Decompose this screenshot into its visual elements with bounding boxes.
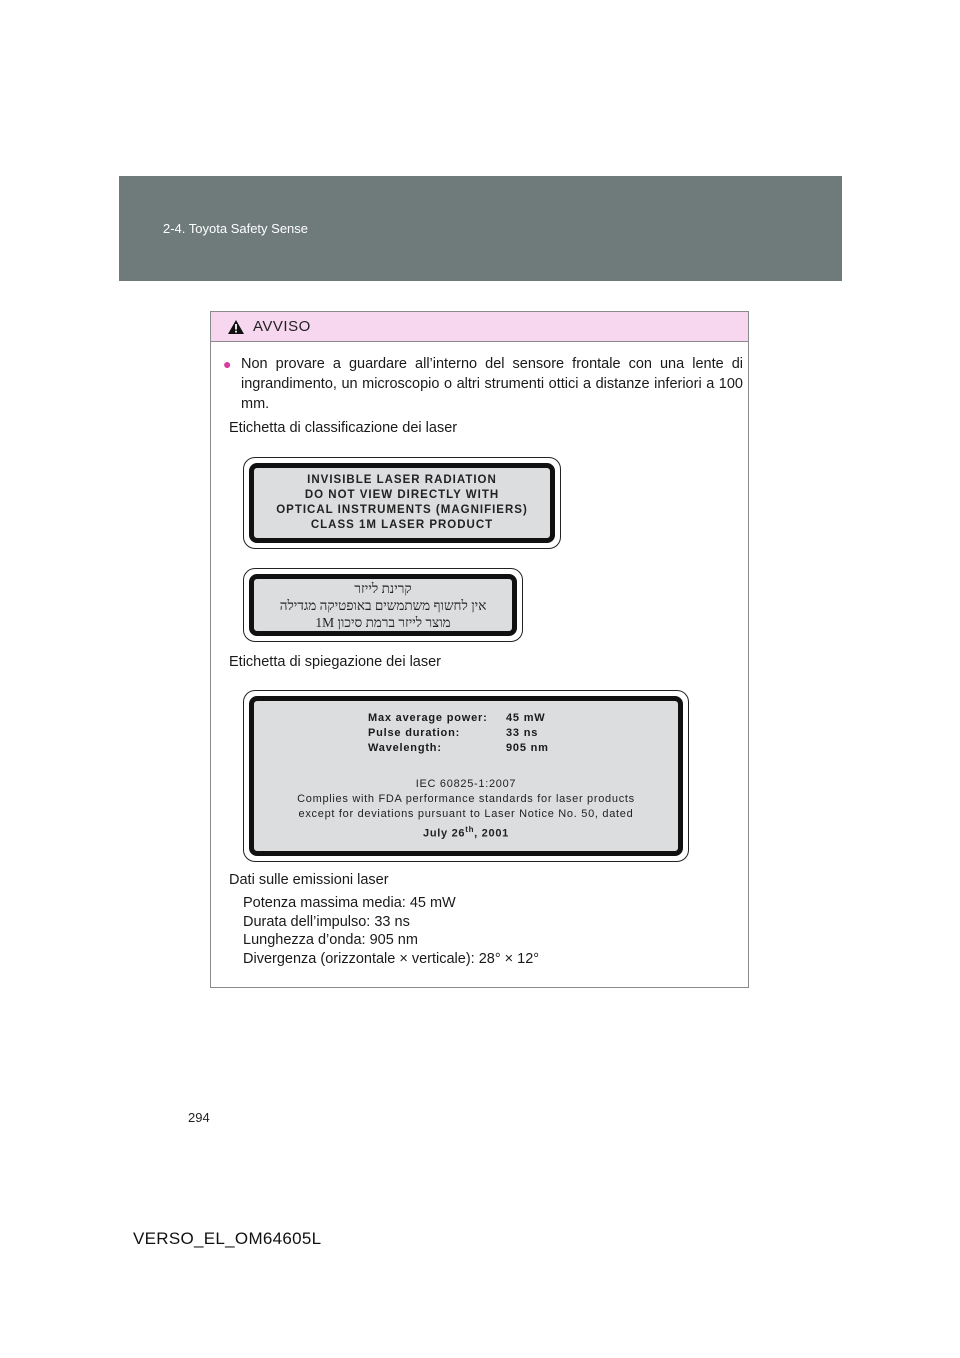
notice-date	[297, 822, 635, 842]
warning-header	[211, 312, 748, 342]
spec-name: Max average power:	[368, 712, 488, 724]
label-line: מוצר לייזר ברמת סיכון 1M	[315, 614, 451, 630]
explanation-heading: Etichetta di spiegazione dei laser	[229, 654, 441, 670]
emission-data-item: Lunghezza d’onda: 905 nm	[243, 932, 418, 948]
spec-value: 33 ns	[506, 727, 539, 739]
emission-data-item: Divergenza (orizzontale × verticale): 28° × 12°	[243, 950, 540, 967]
spec-value: 45 mW	[506, 712, 546, 724]
iec-standard: IEC 60825-1:2007	[415, 778, 517, 790]
emission-data-item: Durata dell’impulso: 33 ns	[243, 913, 410, 930]
compliance-line: except for deviations pursuant to Laser Notice No. 50, dated	[298, 808, 634, 820]
spec-table	[368, 711, 566, 756]
label-line: CLASS 1M LASER PRODUCT	[310, 519, 494, 531]
document-code: VERSO_EL_OM64605L	[133, 1229, 322, 1248]
spec-value: 905 nm	[506, 742, 549, 754]
label-line: DO NOT VIEW DIRECTLY WITH	[304, 489, 500, 501]
classification-label-english	[243, 457, 561, 549]
warning-title: AVVISO	[253, 318, 311, 335]
warning-bullet-text: Non provare a guardare all’interno del sensore frontale con una lente di ingrandimento, un microscopio o altri strumenti ottici a distanze inferiori a 100 mm.	[241, 356, 743, 412]
emission-data-list	[243, 894, 539, 968]
label-line: אין לחשוף משתמשים באופטיקה מגדילה	[279, 597, 487, 613]
bullet-dot-icon: ●	[223, 356, 232, 372]
warning-bullet	[223, 354, 743, 414]
label-line: קרינת לייזר	[354, 580, 412, 596]
label-line: INVISIBLE LASER RADIATION	[307, 474, 497, 486]
explanation-label	[243, 690, 689, 862]
classification-heading: Etichetta di classificazione dei laser	[229, 420, 458, 436]
date-suffix: th	[465, 825, 475, 834]
emission-data-item: Potenza massima media: 45 mW	[243, 895, 456, 911]
warning-box	[210, 311, 749, 988]
date-year: , 2001	[474, 827, 509, 840]
spec-name: Wavelength:	[368, 742, 442, 754]
spec-name: Pulse duration:	[368, 727, 461, 739]
emission-heading: Dati sulle emissioni laser	[229, 872, 389, 888]
section-title: 2-4. Toyota Safety Sense	[163, 221, 309, 236]
warning-triangle-icon	[227, 319, 245, 335]
classification-label-hebrew	[243, 568, 523, 642]
page-number: 294	[188, 1110, 210, 1125]
compliance-block	[297, 777, 635, 842]
compliance-line: Complies with FDA performance standards for laser products	[297, 793, 635, 805]
date-main: July 26	[423, 827, 466, 840]
label-line: OPTICAL INSTRUMENTS (MAGNIFIERS)	[276, 504, 528, 516]
